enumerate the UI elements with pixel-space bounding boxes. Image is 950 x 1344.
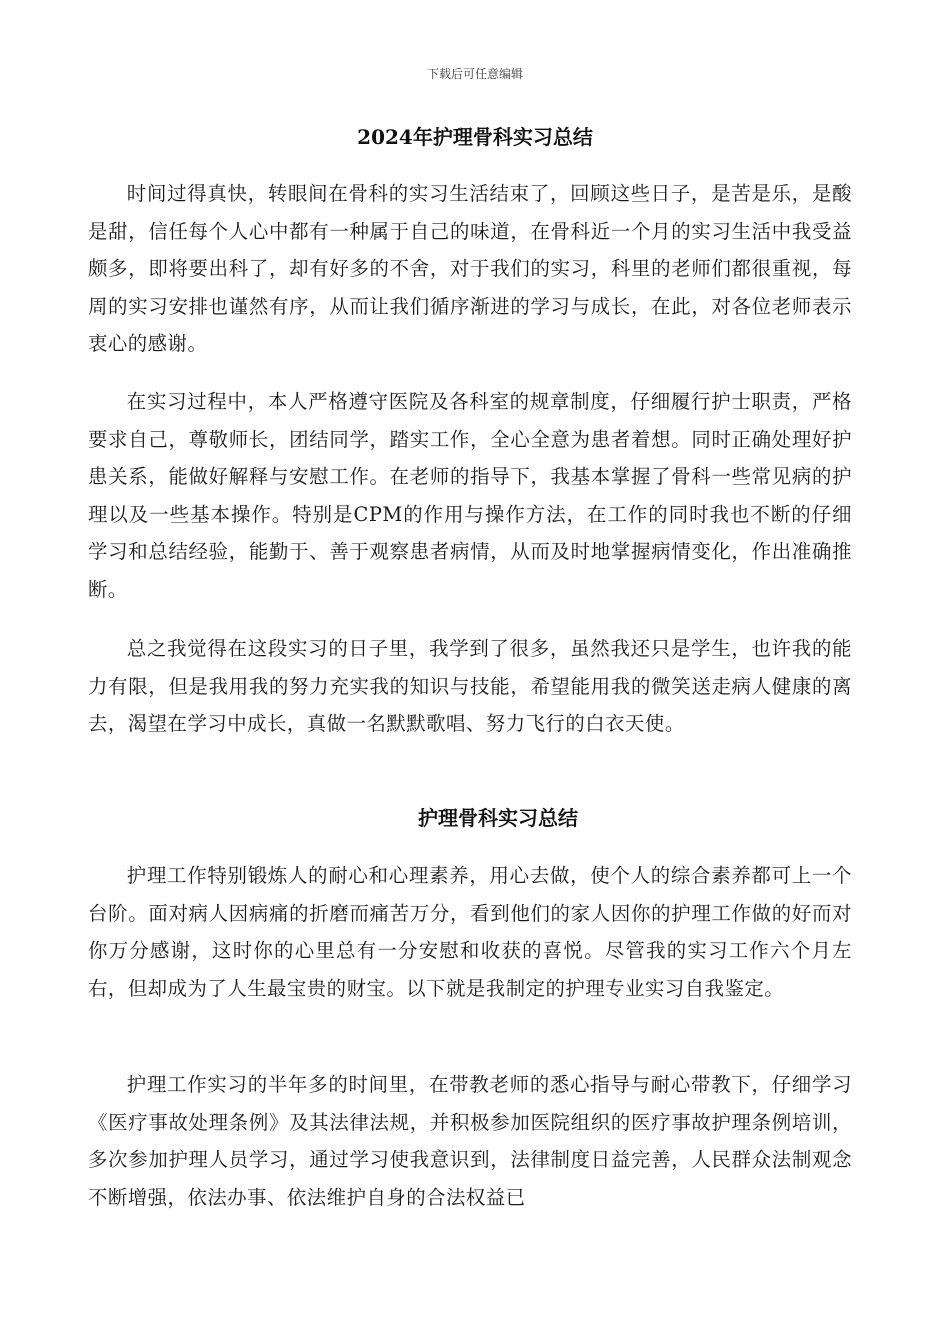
- paragraph-3: 总之我觉得在这段实习的日子里，我学到了很多，虽然我还只是学生，也许我的能力有限，但是我用我的努力充实我的知识与技能，希望能用我的微笑送走病人健康的离去，渴望在学习中成长，真做一名默默歌唱、努力飞行的白衣天使。: [88, 637, 852, 736]
- section-paragraph-2: 护理工作实习的半年多的时间里，在带教老师的悉心指导与耐心带教下，仔细学习《医疗事故处理条例》及其法律法规，并积极参加医院组织的医疗事故护理条例培训，多次参加护理人员学习，通过学习使我意识到，法律制度日益完善，人民群众法制观念不断增强，依法办事、依法维护自身的合法权益已: [88, 1073, 852, 1209]
- page-header-note: 下载后可任意编辑: [426, 67, 523, 81]
- section-title: 护理骨科实习总结: [418, 806, 578, 830]
- section-paragraph-1: 护理工作特别锻炼人的耐心和心理素养，用心去做，使个人的综合素养都可上一个台阶。面对病人因病痛的折磨而痛苦万分，看到他们的家人因你的护理工作做的好而对你万分感谢，这时你的心里总有一分安慰和收获的喜悦。尽管我的实习工作六个月左右，但却成为了人生最宝贵的财宝。以下就是我制定的护理专业实习自我鉴定。: [88, 864, 852, 1000]
- document-title: 2024年护理骨科实习总结: [357, 125, 593, 149]
- paragraph-2: 在实习过程中，本人严格遵守医院及各科室的规章制度，仔细履行护士职责，严格要求自己，尊敬师长，团结同学，踏实工作，全心全意为患者着想。同时正确处理好护患关系，能做好解释与安慰工作。在老师的指导下，我基本掌握了骨科一些常见病的护理以及一些基本操作。特别是CPM的作用与操作方法，在工作的同时我也不断的仔细学习和总结经验，能勤于、善于观察患者病情，从而及时地掌握病情变化，作出准确推断。: [88, 390, 852, 601]
- paragraph-1: 时间过得真快，转眼间在骨科的实习生活结束了，回顾这些日子，是苦是乐，是酸是甜，信任每个人心中都有一种属于自己的味道，在骨科近一个月的实习生活中我受益颇多，即将要出科了，却有好多的不舍，对于我们的实习，科里的老师们都很重视，每周的实习安排也谨然有序，从而让我们循序渐进的学习与成长，在此，对各位老师表示衷心的感谢。: [88, 182, 852, 356]
